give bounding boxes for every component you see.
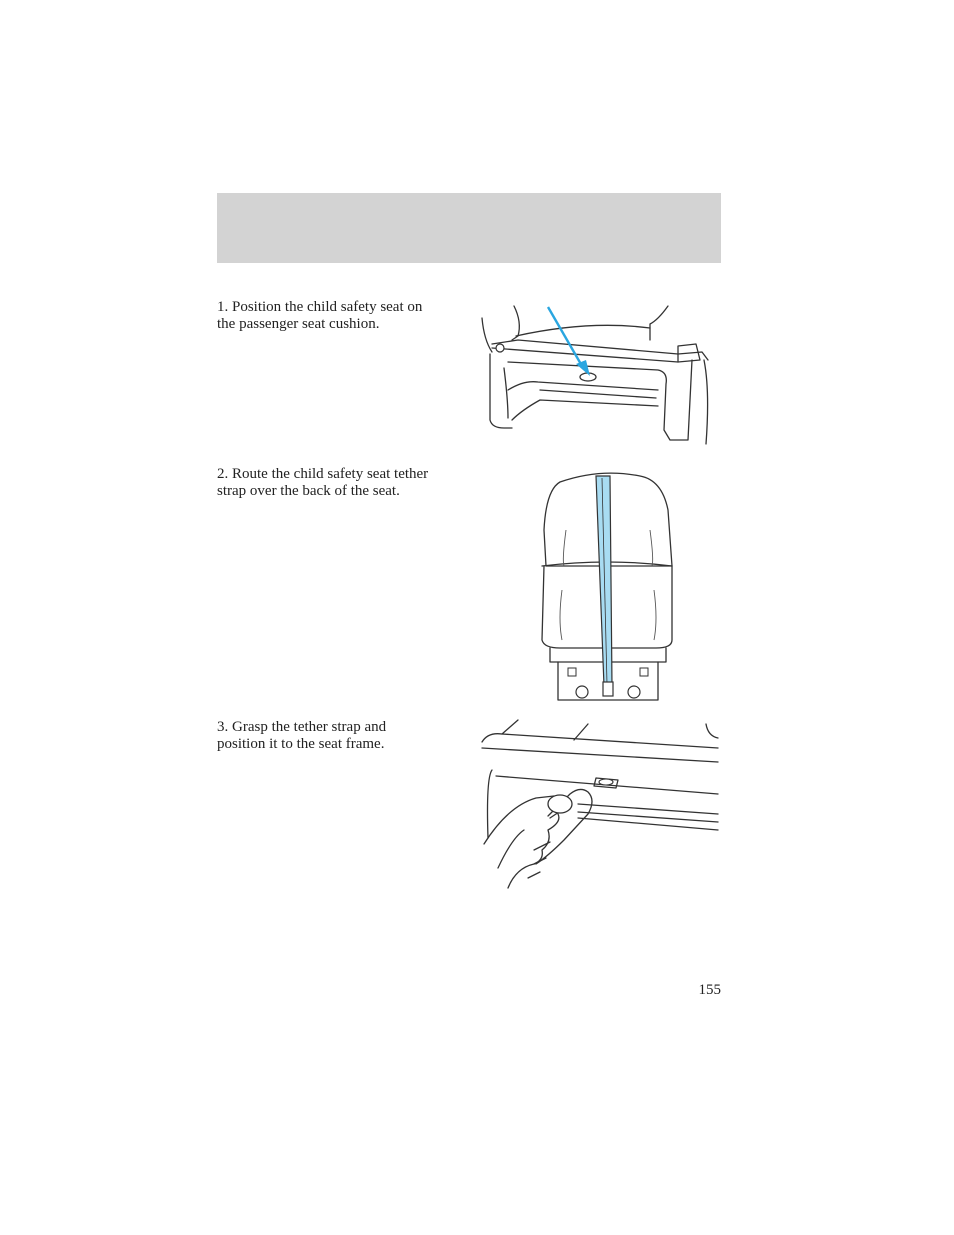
seat-anchor-arrow-illustration: [478, 300, 722, 452]
page-number: 155: [698, 982, 721, 998]
step-1-text: 1. Position the child safety seat on the passenger seat cushion.: [217, 299, 423, 332]
section-header-band: [217, 193, 721, 263]
hand-tether-hook-illustration: [478, 718, 722, 890]
step-2-text: 2. Route the child safety seat tether strap over the back of the seat.: [217, 466, 429, 499]
step-3-text: 3. Grasp the tether strap and position it to the seat frame.: [217, 719, 387, 752]
seat-back-strap-illustration: [540, 470, 676, 706]
